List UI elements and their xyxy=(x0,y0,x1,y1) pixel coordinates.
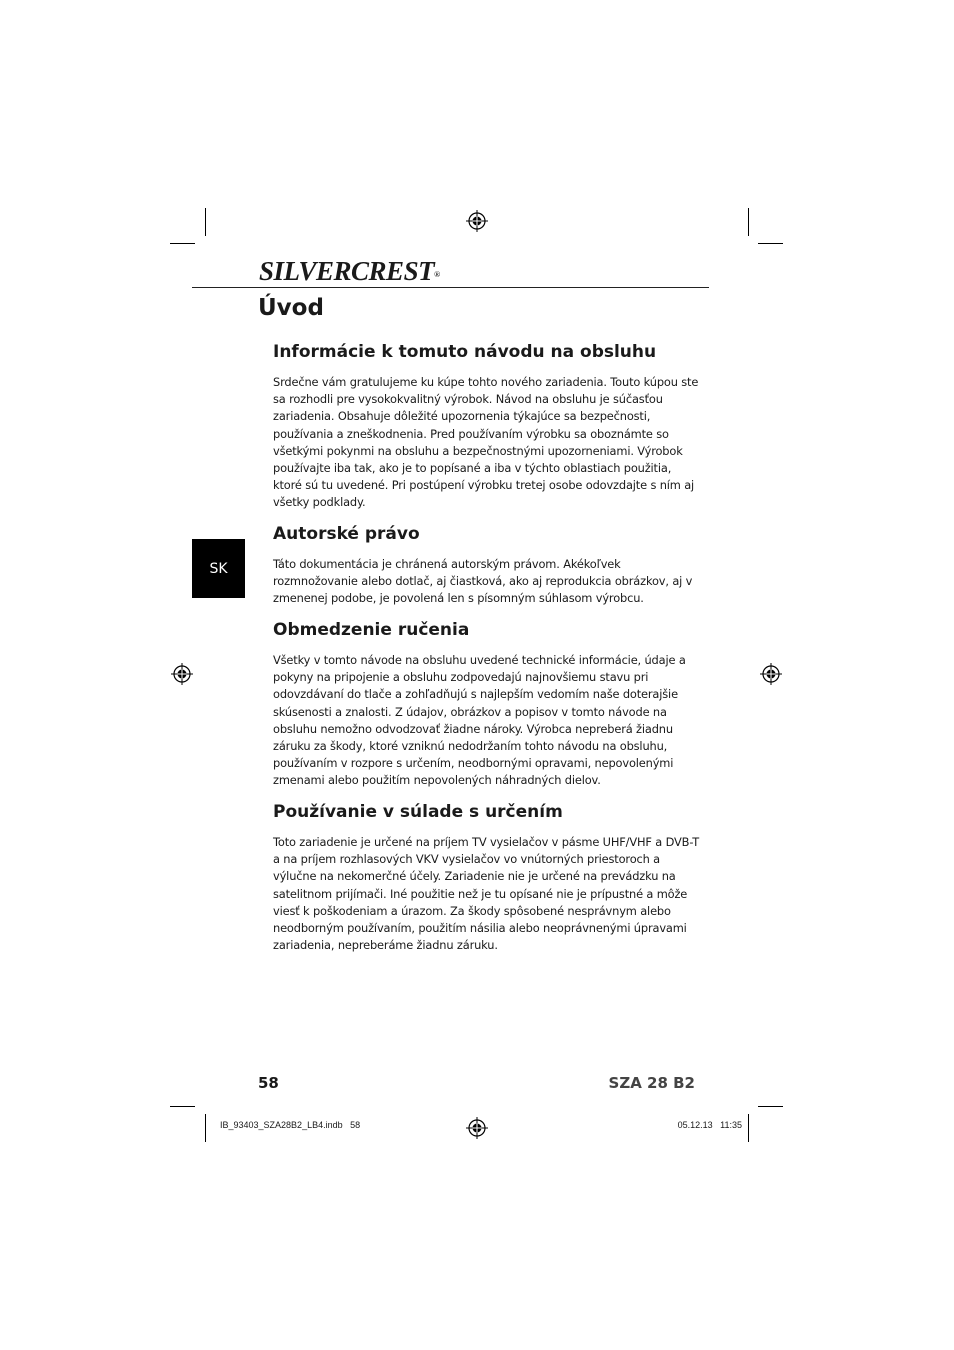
crop-mark xyxy=(758,1106,783,1107)
section-heading: Používanie v súlade s určením xyxy=(273,802,563,822)
imprint-date: 05.12.13 11:35 xyxy=(677,1120,742,1130)
brand-logo-text: SILVERCREST xyxy=(259,256,435,286)
registration-mark-icon xyxy=(466,1117,488,1139)
section-intended-use xyxy=(273,801,703,954)
page-title: Úvod xyxy=(258,295,324,321)
section-paragraph: Táto dokumentácia je chránená autorským právom. Akékoľvek rozmnožovanie alebo dotlač, aj čiastková, ako aj reprodukcia obrázkov, aj v zmenenej podobe, je povolená len s písomným súhlasom výrobcu. xyxy=(273,557,693,606)
language-tab xyxy=(192,539,245,598)
section-liability xyxy=(273,619,703,790)
section-manual-info xyxy=(273,341,703,512)
header-rule xyxy=(192,287,709,288)
crop-mark xyxy=(205,208,206,236)
language-tab-label: SK xyxy=(209,560,228,577)
crop-mark xyxy=(758,243,783,244)
page-number: 58 xyxy=(258,1074,279,1092)
imprint-file: IB_93403_SZA28B2_LB4.indb 58 xyxy=(220,1120,361,1130)
crop-mark xyxy=(748,1114,749,1142)
section-heading: Autorské právo xyxy=(273,524,420,544)
crop-mark xyxy=(748,208,749,236)
registered-mark: ® xyxy=(434,270,440,279)
registration-mark-icon xyxy=(760,663,782,685)
crop-mark xyxy=(205,1114,206,1142)
crop-mark xyxy=(170,243,195,244)
section-copyright xyxy=(273,523,703,608)
registration-mark-icon xyxy=(466,210,488,232)
model-number: SZA 28 B2 xyxy=(608,1074,695,1092)
section-heading: Informácie k tomuto návodu na obsluhu xyxy=(273,342,657,362)
brand-logo xyxy=(259,256,440,286)
section-paragraph: Srdečne vám gratulujeme ku kúpe tohto nového zariadenia. Touto kúpou ste sa rozhodli pre vysokokvalitný výrobok. Návod na obsluhu je súčasťou zariadenia. Obsahuje dôležité upozornenia týkajúce sa bezpečnosti, používania a zneškodnenia. Pred používaním výrobku sa oboznámte so všetkými pokynmi na obsluhu a bezpečnostnými upozorneniami. Výrobok používajte iba tak, ako je to popísané a iba v týchto oblastiach použitia, ktoré sú tu uvedené. Pri postúpení výrobku tretej osobe odovzdajte s ním aj všetky podklady. xyxy=(273,375,699,510)
crop-mark xyxy=(170,1106,195,1107)
section-paragraph: Toto zariadenie je určené na príjem TV vysielačov v pásme UHF/VHF a DVB-T a na príjem rozhlasových VKV vysielačov vo vnútorných priestoroch a výlučne na nekomerčné účely. Zariadenie nie je určené na prevádzku na satelitnom prijímači. Iné použitie než je tu opísané nie je prípustné a môže viesť k poškodeniam a úrazom. Za škody spôsobené nesprávnym alebo neodborným používaním, použitím násilia alebo neoprávnenými úpravami zariadenia, nepreberáme žiadnu záruku. xyxy=(273,835,700,953)
registration-mark-icon xyxy=(171,663,193,685)
section-paragraph: Všetky v tomto návode na obsluhu uvedené technické informácie, údaje a pokyny na pripojenie a obsluhu zodpovedajú najnovšiemu stavu pri odovzdávaní do tlače a zohľadňujú s najlepším vedomím naše doterajšie skúsenosti a znalosti. Z údajov, obrázkov a popisov v tomto návode na obsluhu nemožno odvodzovať žiadne nároky. Výrobca nepreberá žiadnu záruku za škody, ktoré vzniknú nedodržaním tohto návodu na obsluhu, používaním v rozpore s určením, neodbornými opravami, nepovolenými zmenami alebo použitím nepovolených náhradných dielov. xyxy=(273,653,686,788)
section-heading: Obmedzenie ručenia xyxy=(273,620,470,640)
